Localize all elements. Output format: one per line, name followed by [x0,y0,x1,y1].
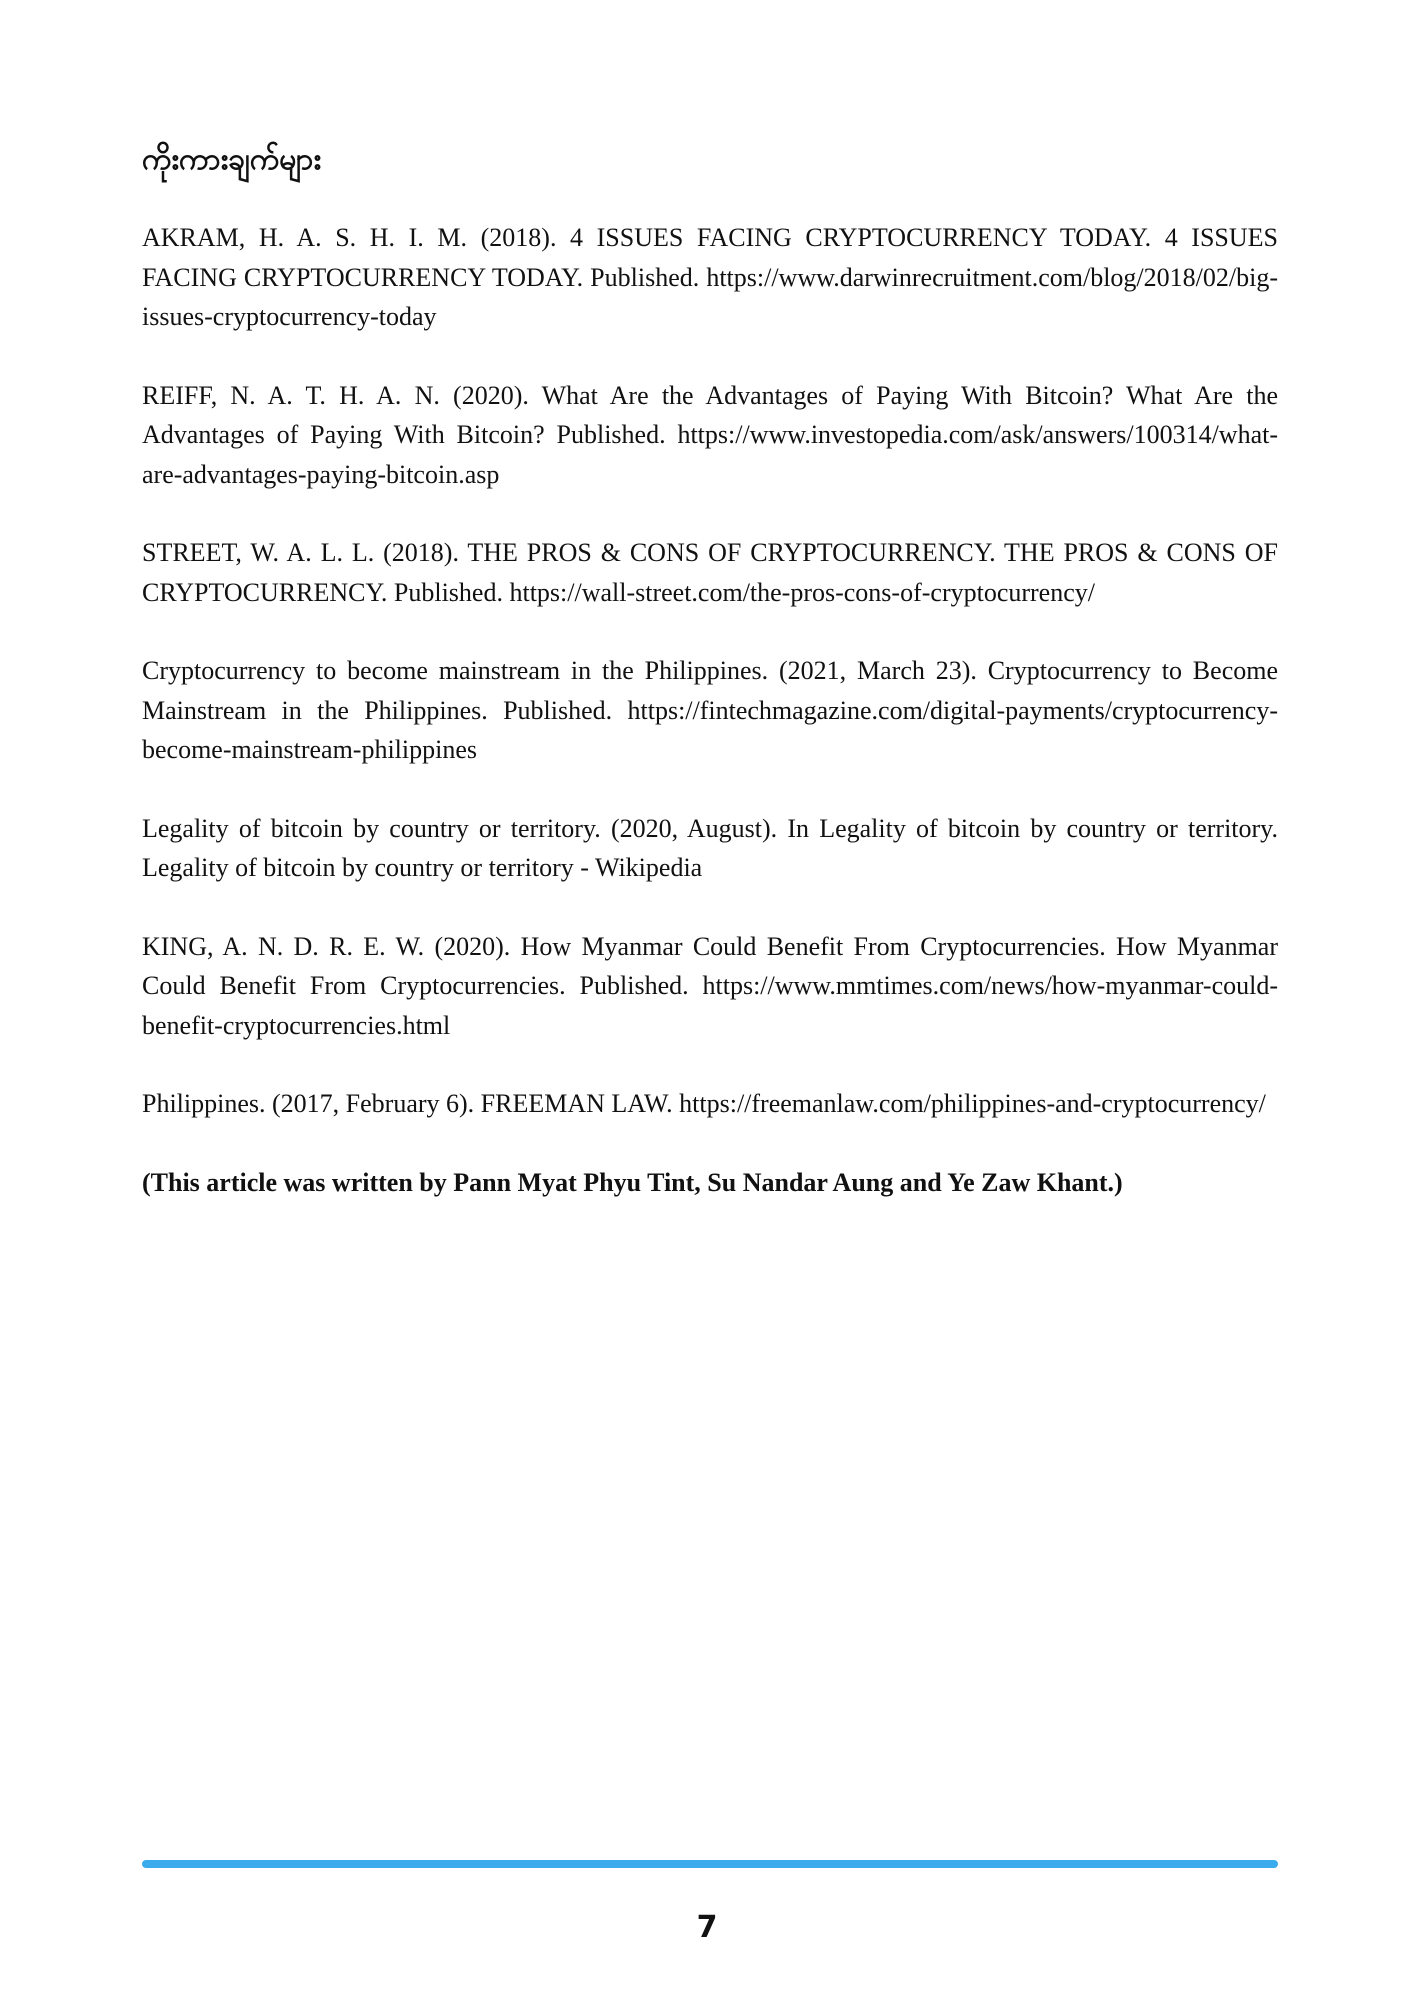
reference-item: KING, A. N. D. R. E. W. (2020). How Myanmar Could Benefit From Cryptocurrencies. How Myanmar Could Benefit From Cryptocurrencies. Published. https://www.mmtimes.com/news/how-myanmar-could-benefit-cryptocurrencies.html [142,931,1278,1040]
reference-item: REIFF, N. A. T. H. A. N. (2020). What Are the Advantages of Paying With Bitcoin? What Are the Advantages of Paying With Bitcoin? Published. https://www.investopedia.com/ask/answers/100314/what-are-advantages-paying-bitcoin.asp [142,380,1278,489]
reference-item: STREET, W. A. L. L. (2018). THE PROS & CONS OF CRYPTOCURRENCY. THE PROS & CONS OF CRYPTOCURRENCY. Published. https://wall-street.com/the-pros-cons-of-cryptocurrency/ [142,538,1278,607]
reference-item: AKRAM, H. A. S. H. I. M. (2018). 4 ISSUES FACING CRYPTOCURRENCY TODAY. 4 ISSUES FACING CRYPTOCURRENCY TODAY. Published. https://www.darwinrecruitment.com/blog/2018/02/big-issues-cryptocurrency-today [142,223,1278,331]
reference-item: Cryptocurrency to become mainstream in the Philippines. (2021, March 23). Cryptocurrency to Become Mainstream in the Philippines. Published. https://fintechmagazine.com/digital-payments/cryptocurrency-become-mainstream-philippines [142,656,1278,764]
reference-item: Philippines. (2017, February 6). FREEMAN LAW. https://freemanlaw.com/philippines-and-cryptocurrency/ [142,1089,1266,1118]
reference-item: Legality of bitcoin by country or territory. (2020, August). In Legality of bitcoin by country or territory. Legality of bitcoin by country or territory - Wikipedia [142,813,1278,882]
footer-divider [142,1860,1278,1868]
author-credit: (This article was written by Pann Myat Phyu Tint, Su Nandar Aung and Ye Zaw Khant.) [142,1167,1123,1197]
references-heading: ကိုးကားချက်များ [142,142,322,177]
reference-list [142,218,1278,1202]
page-number: 7 [696,1910,718,1945]
